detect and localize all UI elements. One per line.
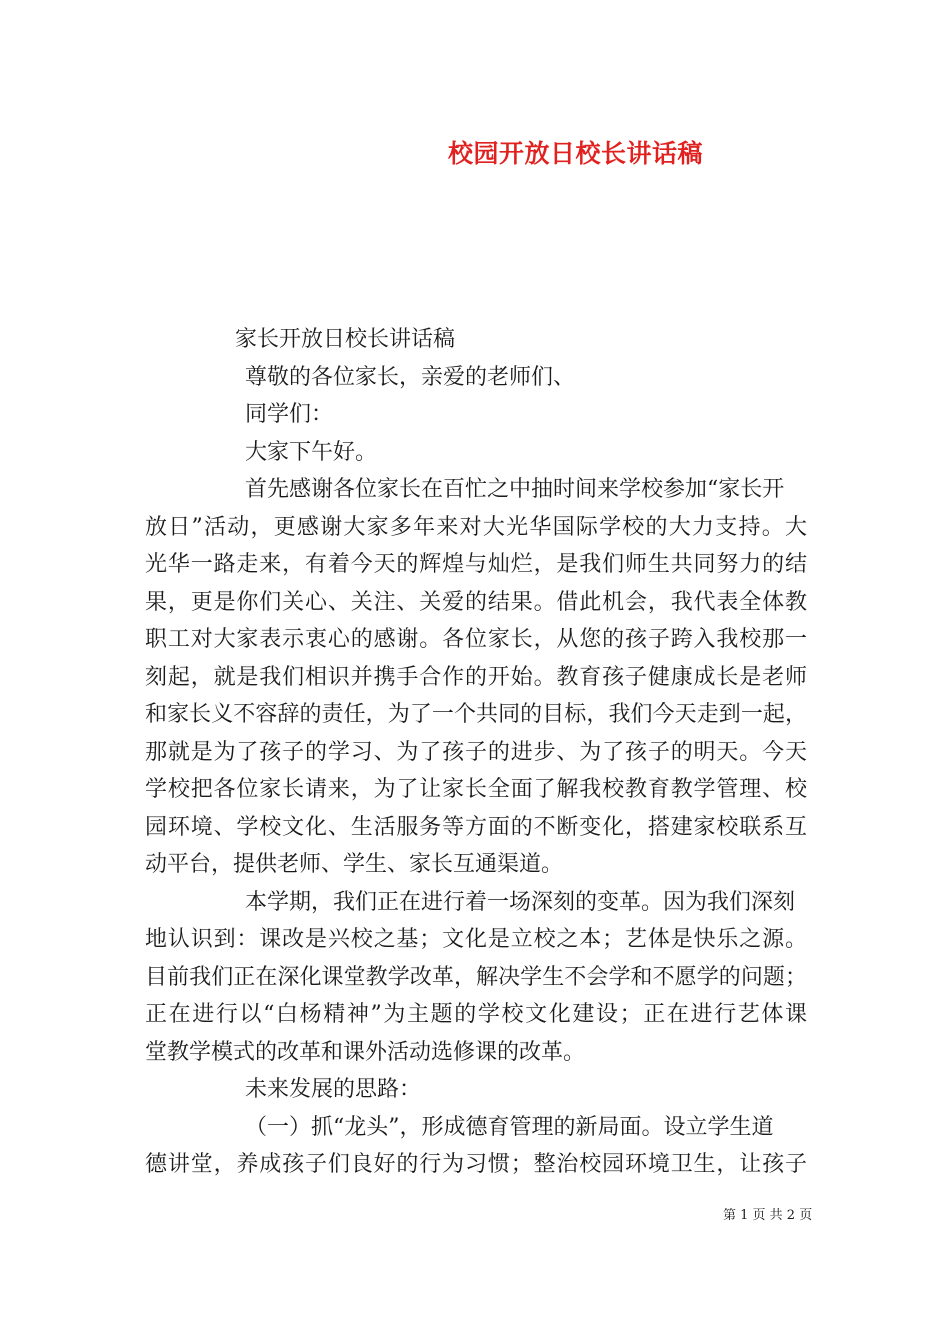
body-line-greeting: 大家下午好。 [245,440,378,465]
body-line-salutation: 尊敬的各位家长，亲爱的老师们、 [245,365,576,390]
body-line: 目前我们正在深化课堂教学改革，解决学生不会学和不愿学的问题； [145,965,807,990]
body-line-subtitle: 家长开放日校长讲话稿 [235,327,456,352]
body-line-salutation-2: 同学们： [245,402,334,427]
body-line: （一）抓“龙头”，形成德育管理的新局面。设立学生道 [245,1115,774,1140]
body-line: 动平台，提供老师、学生、家长互通渠道。 [145,852,564,877]
body-line: 德讲堂，养成孩子们良好的行为习惯；整治校园环境卫生，让孩子 [145,1152,807,1177]
body-line: 堂教学模式的改革和课外活动选修课的改革。 [145,1040,586,1065]
body-line: 职工对大家表示衷心的感谢。各位家长，从您的孩子跨入我校那一 [145,627,807,652]
body-line: 本学期，我们正在进行着一场深刻的变革。因为我们深刻 [245,890,796,915]
body-line: 和家长义不容辞的责任，为了一个共同的目标，我们今天走到一起， [145,702,807,727]
page-number: 第 1 页 共 2 页 [723,1208,813,1223]
body-line: 学校把各位家长请来，为了让家长全面了解我校教育教学管理、校 [145,777,807,802]
document-title: 校园开放日校长讲话稿 [448,139,704,168]
body-line: 未来发展的思路： [245,1077,422,1102]
body-line: 园环境、学校文化、生活服务等方面的不断变化，搭建家校联系互 [145,815,807,840]
body-line: 地认识到：课改是兴校之基；文化是立校之本；艺体是快乐之源。 [145,927,807,952]
body-line: 光华一路走来，有着今天的辉煌与灿烂，是我们师生共同努力的结 [145,552,807,577]
body-line: 首先感谢各位家长在百忙之中抽时间来学校参加“家长开 [245,477,785,502]
body-line: 正在进行以“白杨精神”为主题的学校文化建设；正在进行艺体课 [145,1002,807,1027]
body-line: 放日”活动，更感谢大家多年来对大光华国际学校的大力支持。大 [145,515,807,540]
body-line: 那就是为了孩子的学习、为了孩子的进步、为了孩子的明天。今天 [145,740,807,765]
body-line: 果，更是你们关心、关注、关爱的结果。借此机会，我代表全体教 [145,590,807,615]
body-line: 刻起，就是我们相识并携手合作的开始。教育孩子健康成长是老师 [145,665,807,690]
